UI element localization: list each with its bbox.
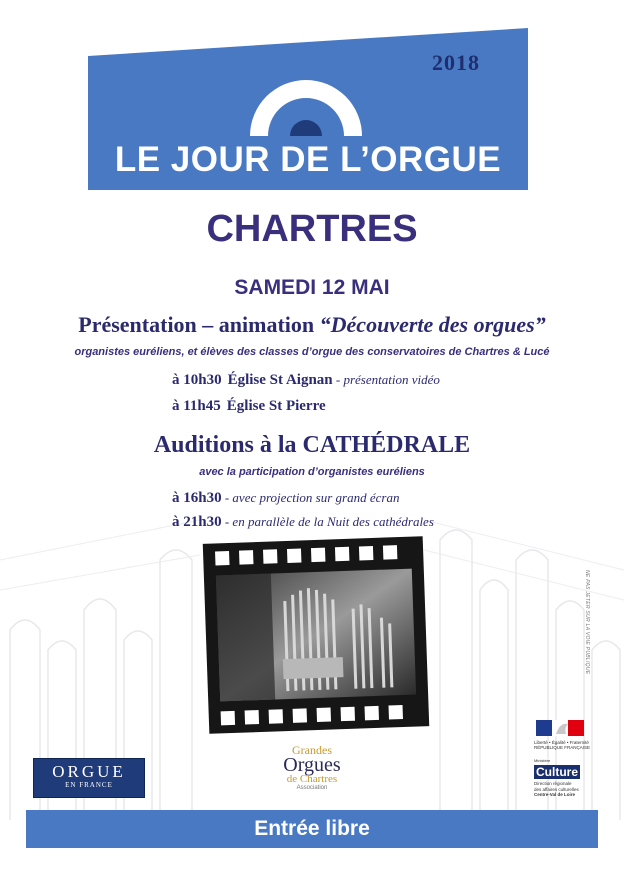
schedule-item: [172, 372, 440, 389]
schedule-place: Église St Aignan: [227, 372, 333, 388]
page-title: LE JOUR DE L’ORGUE: [114, 140, 502, 179]
presentation-title-quote: “Découverte des orgues”: [319, 312, 546, 337]
culture-line3: Centre-Val de Loire: [534, 792, 576, 797]
audition-item: [172, 514, 434, 531]
republique-motto: Liberté • Égalité • Fraternité: [534, 740, 589, 745]
date-heading: SAMEDI 12 MAI: [234, 276, 390, 299]
grandes-orgues-logo: [262, 744, 362, 794]
grandes-orgues-line3: de Chartres: [286, 773, 338, 785]
orgue-logo-line2: EN FRANCE: [65, 781, 113, 789]
audition-detail: - en parallèle de la Nuit des cathédrales: [221, 514, 434, 529]
footer-banner: Entrée libre: [26, 810, 598, 848]
city-heading: CHARTRES: [206, 208, 418, 250]
schedule-time: à 11h45: [172, 398, 221, 414]
audition-detail: - avec projection sur grand écran: [221, 490, 400, 505]
audition-time: à 16h30: [172, 490, 222, 506]
republique-francaise-logo: [534, 718, 590, 750]
recycling-note: NE PAS JETER SUR LA VOIE PUBLIQUE: [584, 570, 590, 675]
marianne-flag-icon: [534, 718, 590, 738]
year-label: 2018: [432, 50, 480, 75]
orgue-en-france-logo: [33, 758, 145, 798]
culture-ministere-label: Ministère: [534, 758, 551, 763]
presentation-subtitle: organistes euréliens, et élèves des classes d’orgue des conservatoires de Chartres & Lucé: [74, 346, 550, 358]
schedule-time: à 10h30: [172, 372, 222, 388]
presentation-title-prefix: Présentation – animation: [78, 312, 320, 337]
ministere-culture-logo: [534, 758, 590, 808]
grandes-orgues-line4: Association: [296, 785, 328, 791]
organ-arch-icon: [246, 50, 366, 140]
schedule-item: [172, 398, 326, 415]
orgue-logo-line1: ORGUE: [52, 762, 126, 781]
auditions-title: Auditions à la CATHÉDRALE: [153, 432, 471, 458]
audition-item: [172, 490, 399, 507]
republique-name: RÉPUBLIQUE FRANÇAISE: [534, 745, 591, 750]
auditions-subtitle: avec la participation d’organistes euréliens: [199, 466, 425, 478]
schedule-detail: - présentation vidéo: [332, 372, 440, 387]
schedule-place: Église St Pierre: [226, 398, 326, 414]
culture-line1: Direction régionale: [534, 781, 572, 786]
grandes-orgues-line2: Orgues: [283, 754, 341, 776]
culture-line2: des affaires culturelles: [534, 786, 579, 792]
grandes-orgues-line1: Grandes: [292, 743, 332, 757]
audition-time: à 21h30: [172, 514, 222, 530]
film-strip-organ-photo: [196, 530, 436, 740]
presentation-title: [0, 312, 624, 338]
culture-brand: Culture: [536, 765, 578, 779]
